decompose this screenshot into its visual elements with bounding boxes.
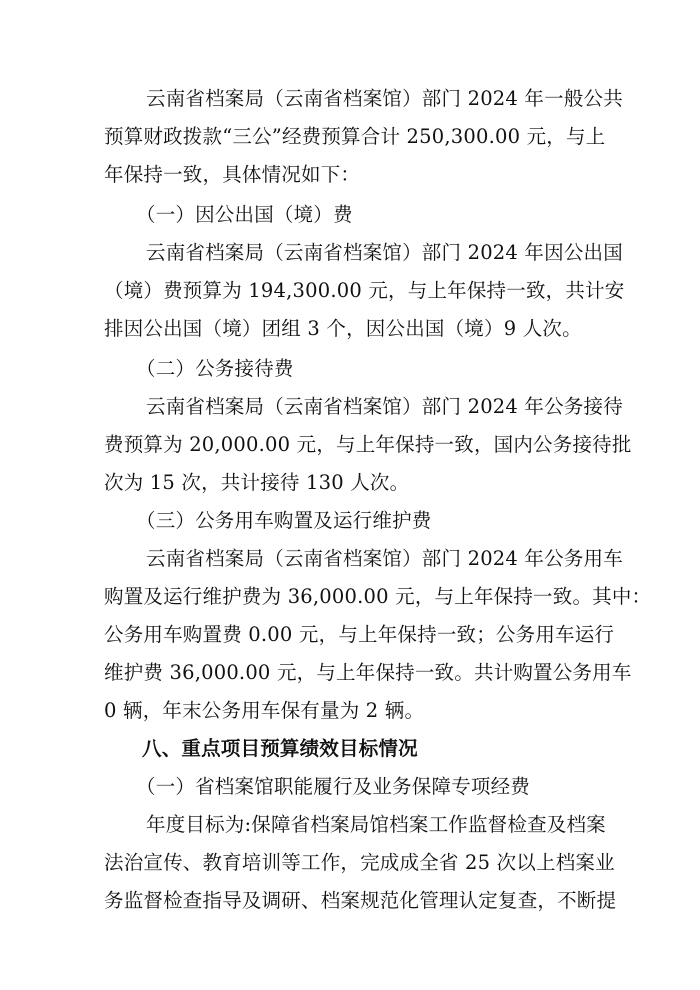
paragraph-line: 次为 15 次，共计接待 130 人次。 bbox=[104, 471, 410, 494]
section-heading: 八、重点项目预算绩效目标情况 bbox=[142, 737, 418, 760]
subsection-heading: （一）因公出国（境）费 bbox=[136, 203, 353, 226]
paragraph-line: 云南省档案局（云南省档案馆）部门 2024 年因公出国 bbox=[146, 241, 623, 264]
paragraph-line: 年度目标为:保障省档案局馆档案工作监督检查及档案 bbox=[146, 813, 606, 836]
paragraph-line: 预算财政拨款“三公”经费预算合计 250,300.00 元，与上 bbox=[104, 125, 606, 148]
paragraph-line: 费预算为 20,000.00 元，与上年保持一致，国内公务接待批 bbox=[104, 433, 632, 456]
subsection-heading: （三）公务用车购置及运行维护费 bbox=[136, 509, 432, 532]
subsection-heading: （一）省档案馆职能履行及业务保障专项经费 bbox=[136, 775, 531, 798]
paragraph-line: （境）费预算为 194,300.00 元，与上年保持一致，共计安 bbox=[104, 279, 625, 302]
paragraph-line: 云南省档案局（云南省档案馆）部门 2024 年一般公共 bbox=[146, 87, 623, 110]
paragraph-line: 0 辆，年末公务用车保有量为 2 辆。 bbox=[104, 699, 425, 722]
paragraph-line: 云南省档案局（云南省档案馆）部门 2024 年公务用车 bbox=[146, 547, 623, 570]
paragraph-line: 维护费 36,000.00 元，与上年保持一致。共计购置公务用车 bbox=[104, 661, 632, 684]
paragraph-line: 务监督检查指导及调研、档案规范化管理认定复查，不断提 bbox=[104, 889, 617, 912]
paragraph-line: 购置及运行维护费为 36,000.00 元，与上年保持一致。其中： bbox=[104, 585, 652, 608]
paragraph-line: 年保持一致，具体情况如下： bbox=[104, 163, 361, 186]
paragraph-line: 公务用车购置费 0.00 元，与上年保持一致；公务用车运行 bbox=[104, 623, 615, 646]
paragraph-line: 云南省档案局（云南省档案馆）部门 2024 年公务接待 bbox=[146, 395, 623, 418]
paragraph-line: 排因公出国（境）团组 3 个，因公出国（境）9 人次。 bbox=[104, 317, 582, 340]
subsection-heading: （二）公务接待费 bbox=[136, 357, 294, 380]
paragraph-line: 法治宣传、教育培训等工作，完成成全省 25 次以上档案业 bbox=[104, 851, 615, 874]
